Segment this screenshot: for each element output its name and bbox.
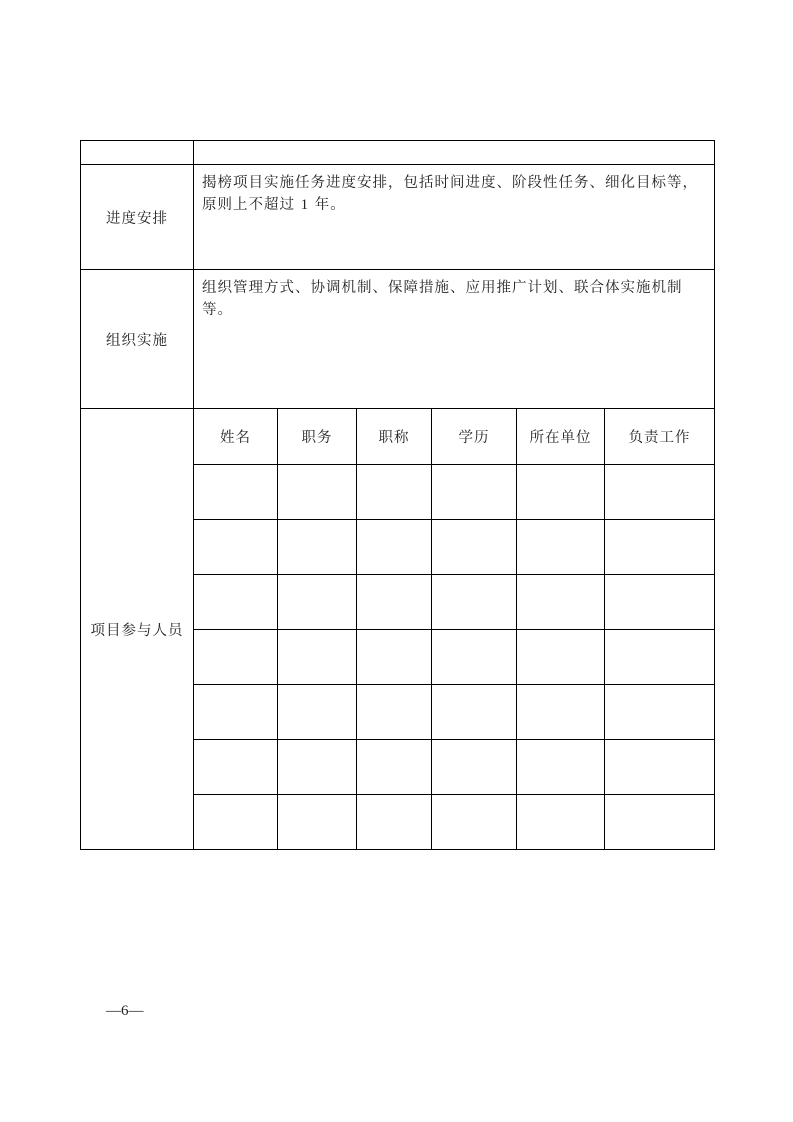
participant-education-cell[interactable] [432,795,517,850]
participant-responsibility-cell[interactable] [605,740,715,795]
participant-responsibility-cell[interactable] [605,795,715,850]
schedule-text-line-1: 揭榜项目实施任务进度安排，包括时间进度、阶段性任务、细化目标等， [202,175,698,191]
column-header-title: 职称 [357,409,432,465]
participant-organization-cell[interactable] [517,630,605,685]
participant-name-cell[interactable] [194,795,278,850]
participant-name-cell[interactable] [194,465,278,520]
participant-position-cell[interactable] [278,520,357,575]
participant-responsibility-cell[interactable] [605,520,715,575]
column-header-education: 学历 [432,409,517,465]
column-header-responsibility: 负责工作 [605,409,715,465]
participant-position-cell[interactable] [278,575,357,630]
schedule-label: 进度安排 [81,165,194,270]
participant-organization-cell[interactable] [517,740,605,795]
participant-title-cell[interactable] [357,630,432,685]
participants-header-row [81,409,715,465]
participant-organization-cell[interactable] [517,465,605,520]
participant-name-cell[interactable] [194,575,278,630]
participant-title-cell[interactable] [357,740,432,795]
schedule-text-after: 年。 [314,197,346,213]
top-blank-content-cell [194,141,715,165]
participant-education-cell[interactable] [432,520,517,575]
participant-title-cell[interactable] [357,685,432,740]
participant-organization-cell[interactable] [517,520,605,575]
participant-education-cell[interactable] [432,465,517,520]
participant-education-cell[interactable] [432,630,517,685]
application-form-table [80,140,715,850]
schedule-description [194,165,715,270]
top-blank-label-cell [81,141,194,165]
participant-education-cell[interactable] [432,575,517,630]
participant-organization-cell[interactable] [517,795,605,850]
participant-position-cell[interactable] [278,465,357,520]
schedule-text-before: 原则上不超过 [202,197,295,213]
participant-position-cell[interactable] [278,795,357,850]
participant-position-cell[interactable] [278,685,357,740]
participants-label: 项目参与人员 [81,409,194,850]
participant-responsibility-cell[interactable] [605,685,715,740]
participant-responsibility-cell[interactable] [605,575,715,630]
schedule-text-line-2 [202,194,708,216]
organization-text: 组织管理方式、协调机制、保障措施、应用推广计划、联合体实施机制等。 [202,280,683,318]
participant-education-cell[interactable] [432,740,517,795]
participant-title-cell[interactable] [357,465,432,520]
participant-name-cell[interactable] [194,740,278,795]
column-header-name: 姓名 [194,409,278,465]
participant-responsibility-cell[interactable] [605,465,715,520]
organization-row [81,270,715,409]
organization-description [194,270,715,409]
participant-position-cell[interactable] [278,740,357,795]
participant-title-cell[interactable] [357,575,432,630]
participant-education-cell[interactable] [432,685,517,740]
participant-title-cell[interactable] [357,520,432,575]
schedule-year-number: 1 [300,197,310,213]
column-header-position: 职务 [278,409,357,465]
participant-organization-cell[interactable] [517,685,605,740]
participant-organization-cell[interactable] [517,575,605,630]
top-blank-row [81,141,715,165]
column-header-organization: 所在单位 [517,409,605,465]
participant-responsibility-cell[interactable] [605,630,715,685]
participant-name-cell[interactable] [194,685,278,740]
page-number: —6— [106,1003,144,1019]
participant-name-cell[interactable] [194,520,278,575]
participant-title-cell[interactable] [357,795,432,850]
participant-position-cell[interactable] [278,630,357,685]
schedule-row [81,165,715,270]
participant-name-cell[interactable] [194,630,278,685]
organization-label: 组织实施 [81,270,194,409]
